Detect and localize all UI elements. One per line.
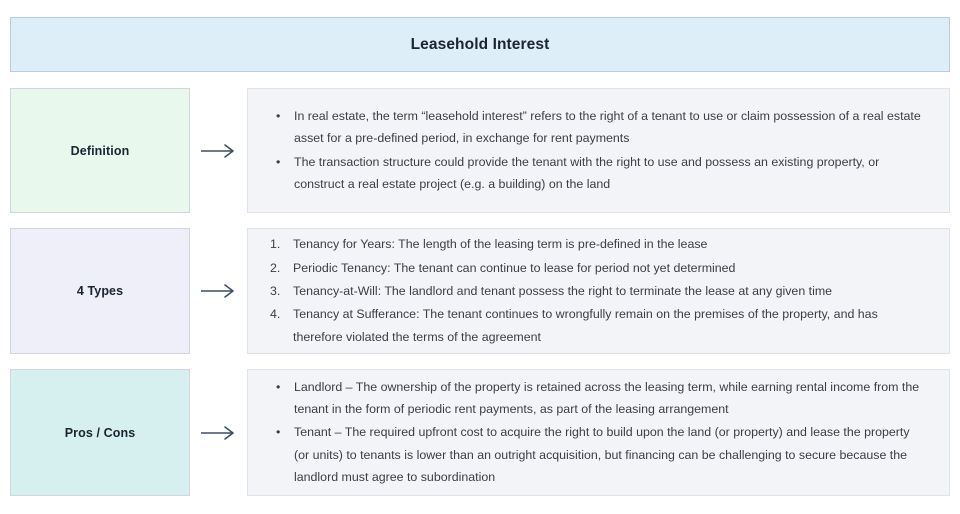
list-item-text: Tenant – The required upfront cost to acquire the right to build upon the land (or property) and lease the property (or units) to tenants is lower than an outright acquisition, but financing can be challenging to secure because the landlord must agree to subordination [294, 425, 910, 484]
label-text-pros-cons: Pros / Cons [64, 425, 136, 440]
label-box-definition [10, 88, 190, 213]
label-box-four-types [10, 228, 190, 354]
number-marker: 3. [270, 283, 281, 298]
list-item [270, 257, 927, 279]
list-item [270, 280, 927, 302]
list-item [270, 421, 927, 488]
arrow-right-icon-four-types [190, 228, 247, 354]
arrow-right-icon-definition [190, 88, 247, 213]
number-marker: 2. [270, 260, 281, 275]
bullet-list-definition [270, 105, 927, 196]
content-box-four-types [247, 228, 950, 354]
header-banner [10, 17, 950, 72]
list-item [270, 303, 927, 348]
label-text-definition: Definition [70, 143, 130, 158]
numbered-list-four-types [270, 233, 927, 349]
bullet-marker: • [276, 154, 281, 169]
bullet-marker: • [276, 108, 281, 123]
list-item-text: The transaction structure could provide the tenant with the right to use and possess an existing property, or construct a real estate project (e.g. a building) on the land [294, 154, 880, 191]
number-marker: 4. [270, 307, 281, 322]
section-row-pros-cons [10, 369, 950, 496]
bullet-marker: • [276, 379, 281, 394]
list-item-text: Landlord – The ownership of the property is retained across the leasing term, while earning rental income from the tenant in the form of periodic rent payments, as part of the leasing arrangement [294, 379, 920, 417]
list-item-text: Tenancy-at-Will: The landlord and tenant possess the right to terminate the lease at any given time [293, 283, 833, 298]
content-box-definition [247, 88, 950, 213]
list-item-text: In real estate, the term “leasehold interest” refers to the right of a tenant to use or claim possession of a real estate asset for a pre-defined period, in exchange for rent payments [294, 108, 921, 146]
list-item [270, 151, 927, 196]
list-item [270, 105, 927, 150]
number-marker: 1. [270, 237, 281, 252]
arrow-right-icon-pros-cons [190, 369, 247, 496]
page-title: Leasehold Interest [410, 35, 550, 53]
label-box-pros-cons [10, 369, 190, 496]
content-box-pros-cons [247, 369, 950, 496]
section-row-definition [10, 88, 950, 213]
list-item-text: Tenancy for Years: The length of the leasing term is pre-defined in the lease [293, 237, 708, 252]
list-item [270, 376, 927, 421]
section-row-four-types [10, 228, 950, 354]
label-text-four-types: 4 Types [76, 284, 124, 298]
bullet-list-pros-cons [270, 376, 927, 490]
bullet-marker: • [276, 425, 281, 440]
list-item-text: Tenancy at Sufferance: The tenant continues to wrongfully remain on the premises of the property, and has therefore violated the terms of the agreement [293, 307, 878, 344]
list-item [270, 233, 927, 255]
list-item-text: Periodic Tenancy: The tenant can continue to lease for period not yet determined [293, 260, 736, 275]
